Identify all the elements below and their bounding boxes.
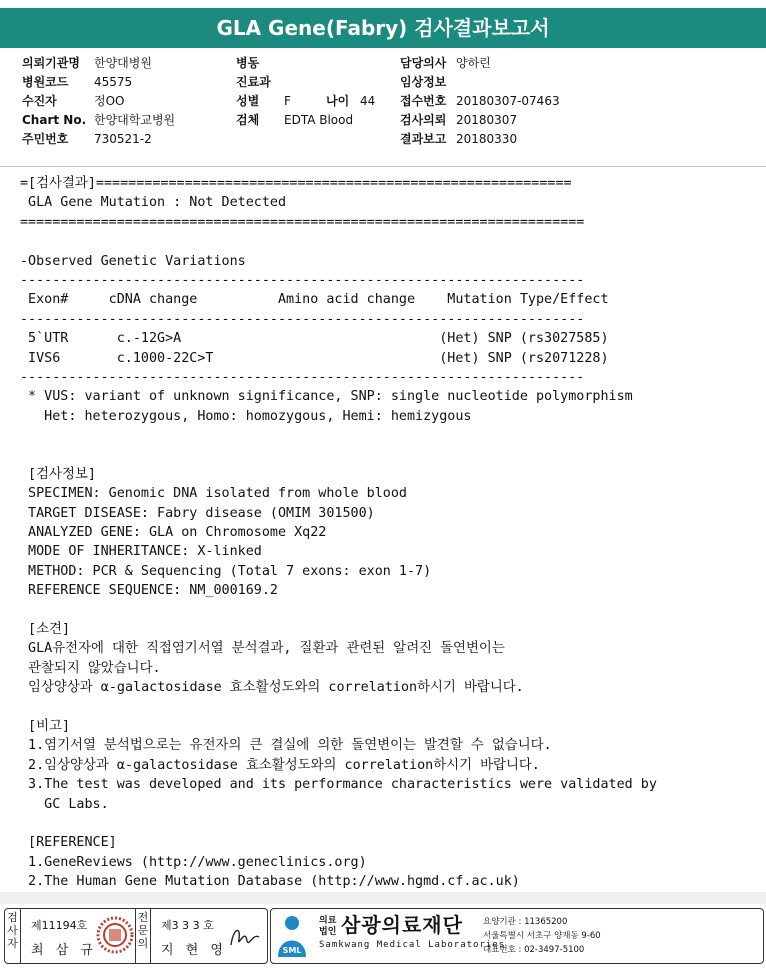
info-label: 검체 <box>236 113 260 127</box>
info-label: Chart No. <box>22 113 87 127</box>
age-label: 나이 <box>326 94 350 108</box>
info-row <box>400 73 560 92</box>
report-line: GLA유전자에 대한 직접염기서열 분석결과, 질환과 관련된 알려진 돌연변이는 <box>20 641 505 657</box>
info-label: 접수번호 <box>400 94 447 108</box>
report-line: =[검사결과]=========================================================== <box>20 176 572 191</box>
info-col-2 <box>236 54 375 130</box>
report-line: [검사정보] <box>20 466 96 482</box>
org-english-name: Samkwang Medical Laboratories <box>319 940 506 950</box>
report-line: ====================================================================== <box>20 214 585 230</box>
info-value: 정OO <box>94 94 125 108</box>
org-prefix-top: 의료 <box>319 916 337 926</box>
report-line: 1.GeneReviews (http://www.geneclinics.org) <box>20 854 367 870</box>
examiner-seal-icon <box>95 915 135 955</box>
report-line: 5`UTR c.-12G>A (Het) SNP (rs3027585) <box>20 331 609 347</box>
info-col-3 <box>400 54 560 149</box>
report-line: Exon# cDNA change Amino acid change Mutation Type/Effect <box>20 292 609 308</box>
report-line: 관찰되지 않았습니다. <box>20 660 161 676</box>
info-row <box>400 92 560 111</box>
info-row <box>22 73 175 92</box>
report-line: * VUS: variant of unknown significance, SNP: single nucleotide polymorphism <box>20 389 633 405</box>
footer-divider <box>0 892 766 904</box>
report-line: 임상양상과 α-galactosidase 효소활성도와의 correlation하시기 바랍니다. <box>20 680 524 696</box>
age-value: 44 <box>360 94 376 108</box>
info-row <box>22 111 175 130</box>
info-value: 한양대병원 <box>94 56 152 70</box>
info-row <box>236 73 375 92</box>
report-line: ANALYZED GENE: GLA on Chromosome Xq22 <box>20 525 327 541</box>
report-line: 2.The Human Gene Mutation Database (http://www.hgmd.cf.ac.uk) <box>20 874 520 890</box>
report-line: [소견] <box>20 621 71 637</box>
report-line <box>20 426 760 445</box>
info-label: 임상정보 <box>400 75 447 89</box>
report-line: TARGET DISEASE: Fabry disease (OMIM 301500) <box>20 505 375 521</box>
examiner-license-number: 제11194호 <box>31 919 88 932</box>
report-line: REFERENCE SEQUENCE: NM_000169.2 <box>20 583 278 599</box>
info-row <box>236 54 375 73</box>
signature-box <box>4 908 268 964</box>
report-line <box>20 814 760 833</box>
sml-logo-icon <box>275 913 309 959</box>
footer <box>0 906 766 968</box>
info-label: 의뢰기관명 <box>22 56 80 70</box>
info-row <box>400 111 560 130</box>
info-label: 결과보고 <box>400 132 447 146</box>
info-value: EDTA Blood <box>284 113 354 127</box>
info-label: 주민번호 <box>22 132 69 146</box>
info-col-1 <box>22 54 175 149</box>
info-value: 한양대학교병원 <box>94 113 176 127</box>
report-line <box>20 445 760 464</box>
info-label: 수진자 <box>22 94 57 108</box>
info-value: 양하린 <box>456 56 491 70</box>
info-row <box>236 111 375 130</box>
examiner-name: 최 삼 규 <box>31 943 97 958</box>
report-line: [비고] <box>20 718 71 734</box>
org-address: 서울특별시 서초구 양재동 9-60 <box>483 931 601 941</box>
report-line <box>20 601 760 620</box>
org-name: 삼광의료재단 <box>341 913 463 937</box>
report-line: MODE OF INHERITANCE: X-linked <box>20 544 262 560</box>
info-row <box>22 54 175 73</box>
report-line: GC Labs. <box>20 796 109 812</box>
specialist-signature-icon <box>227 919 263 953</box>
report-line: SPECIMEN: Genomic DNA isolated from whole blood <box>20 486 407 502</box>
report-line: 1.염기서열 분석법으로는 유전자의 큰 결실에 의한 돌연변이는 발견할 수 없습니다. <box>20 738 552 754</box>
info-value: F <box>284 94 291 108</box>
info-row <box>400 54 560 73</box>
report-line: Het: heterozygous, Homo: homozygous, Hemi: hemizygous <box>20 408 472 424</box>
patient-info-panel <box>0 54 766 167</box>
report-line: 3.The test was developed and its performance characteristics were validated by <box>20 777 657 793</box>
report-line: [REFERENCE] <box>20 835 117 851</box>
info-value: 730521-2 <box>94 132 152 146</box>
info-label: 성별 <box>236 94 260 108</box>
info-value: 20180307 <box>456 113 518 127</box>
info-value: 45575 <box>94 75 133 89</box>
specialist-name: 지 현 영 <box>161 943 227 958</box>
info-label: 병원코드 <box>22 75 69 89</box>
info-row <box>22 130 175 149</box>
report-line: METHOD: PCR & Sequencing (Total 7 exons: exon 1-7) <box>20 563 432 579</box>
report-line: ---------------------------------------------------------------------- <box>20 369 585 385</box>
info-value: 20180330 <box>456 132 518 146</box>
info-label: 병동 <box>236 56 260 70</box>
logo-text: SML <box>282 946 302 955</box>
org-prefix-bottom: 법인 <box>319 927 337 937</box>
report-line: 2.임상양상과 α-galactosidase 효소활성도와의 correlation하시기 바랍니다. <box>20 757 540 773</box>
org-code: 요양기관 : 11365200 <box>483 917 568 927</box>
info-row <box>22 92 175 111</box>
info-row <box>400 130 560 149</box>
report-line: IVS6 c.1000-22C>T (Het) SNP (rs2071228) <box>20 350 609 366</box>
report-line: ---------------------------------------------------------------------- <box>20 311 585 327</box>
examiner-role-label: 검사자 <box>5 909 21 963</box>
report-line <box>20 698 760 717</box>
organization-box <box>270 908 764 964</box>
report-title: GLA Gene(Fabry) 검사결과보고서 <box>0 8 766 48</box>
report-body <box>20 174 760 891</box>
report-line: GLA Gene Mutation : Not Detected <box>20 195 287 211</box>
info-label: 검사의뢰 <box>400 113 447 127</box>
report-line: -Observed Genetic Variations <box>20 253 246 269</box>
info-value: 20180307-07463 <box>456 94 560 108</box>
org-phone: 대표번호 : 02-3497-5100 <box>483 945 585 955</box>
report-line: ---------------------------------------------------------------------- <box>20 272 585 288</box>
info-label: 진료과 <box>236 75 271 89</box>
info-label: 담당의사 <box>400 56 447 70</box>
specialist-role-label: 전문의 <box>135 909 151 963</box>
info-row <box>236 92 375 111</box>
specialist-license-number: 제3 3 3 호 <box>161 919 214 932</box>
report-line <box>20 232 760 251</box>
